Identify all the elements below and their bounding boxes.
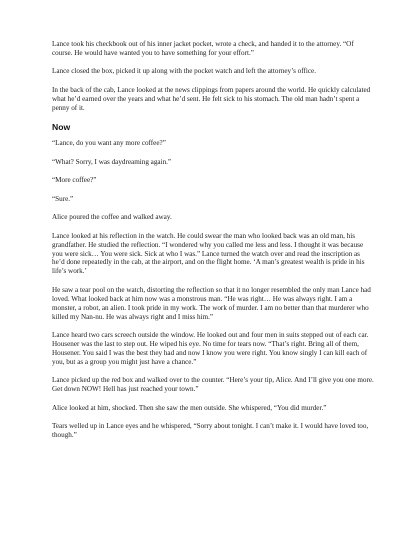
- paragraph: In the back of the cab, Lance looked at the news clippings from papers around the world. He quickly calculated what he’d earned over the years and what he’d sent. He felt sick to his stomach. The old man hadn’t spent a penny of it.: [52, 85, 371, 112]
- paragraph: Lance looked at his reflection in the watch. He could swear the man who looked back was an old man, his grandfather. He studied the reflection. “I wondered why you called me less and less. I thought it was because you were sick… You were sick. Sick at who I was.” Lance turned the watch over and read the inscription as he’d done repeatedly in the cab, at the airport, and on the flight home. ‘A man’s greatest wealth is pride in his life’s work.’: [52, 231, 365, 276]
- paragraph: Alice poured the coffee and walked away.: [52, 213, 172, 222]
- paragraph: Tears welled up in Lance eyes and he whispered, “Sorry about tonight. I can’t make it. I would have loved too, though.”: [52, 422, 369, 440]
- paragraph: “What? Sorry, I was daydreaming again.”: [52, 157, 172, 166]
- paragraph: “Lance, do you want any more coffee?”: [52, 139, 166, 148]
- paragraph: “Sure.”: [52, 194, 74, 203]
- section-heading: Now: [52, 122, 71, 133]
- paragraph: He saw a tear pool on the watch, distorting the reflection so that it no longer resembled the only man Lance had loved. What looked back at him now was a monstrous man. “He was right… He was always right. I am a monster, a robot, an alien. I took pride in my work. The work of murder. I am no better than that murderer who killed my Nan-nu. He was always right and I miss him.”: [52, 285, 371, 321]
- paragraph: “More coffee?”: [52, 176, 97, 185]
- paragraph: Lance closed the box, picked it up along with the pocket watch and left the attorney’s office.: [52, 67, 316, 76]
- paragraph: Lance picked up the red box and walked over to the counter. “Here’s your tip, Alice. And I’ll give you one more. Get down NOW! Hell has just reached your town.”: [52, 376, 374, 394]
- paragraph: Lance took his checkbook out of his inner jacket pocket, wrote a check, and handed it to the attorney. “Of course. He would have wanted you to have something for your effort.”: [52, 40, 354, 57]
- document-page: [52, 40, 374, 450]
- paragraph: Lance heard two cars screech outside the window. He looked out and four men in suits stepped out of each car. Housener was the last to step out. He wiped his eye. No time for tears now. “That’s right. Bring all of them, Housener. You said I was the best they had and now I know you were right. You know singly I can kill each of you, but as a group you might just have a chance.”: [52, 331, 369, 366]
- paragraph: Alice looked at him, shocked. Then she saw the men outside. She whispered, “You did murder.”: [52, 403, 327, 412]
